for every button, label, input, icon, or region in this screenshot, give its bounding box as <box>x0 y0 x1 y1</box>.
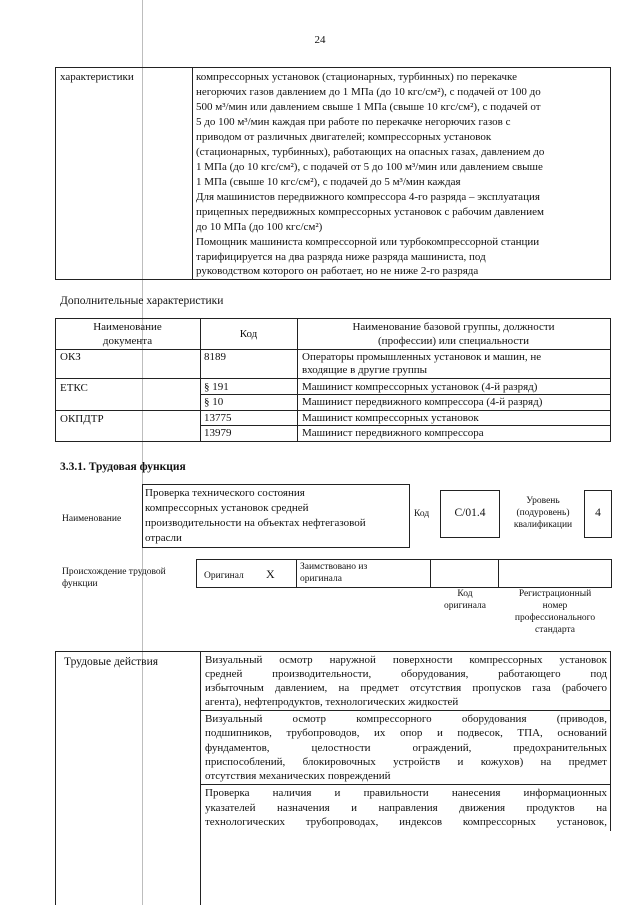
row-code: § 191 <box>204 381 229 393</box>
char-table-divider <box>192 67 193 280</box>
char-line: прицепных передвижных компрессорных установок с рабочим давлением <box>196 206 544 218</box>
origin-label: функции <box>62 579 98 589</box>
char-line: 500 м³/мин или давлением свыше 1 МПа (свыше 10 кгс/см²), с подачей от <box>196 101 541 113</box>
code-value: С/01.4 <box>454 507 486 519</box>
code-original-label: Код <box>457 589 473 599</box>
row-name: Машинист передвижного компрессора (4-й разряд) <box>302 396 543 408</box>
page-number: 24 <box>314 34 326 46</box>
row-code: 8189 <box>204 351 226 363</box>
action-line: агента), нефтепродуктов, технологических жидкостей <box>205 696 459 708</box>
row-doc: ОКПДТР <box>60 413 104 425</box>
function-heading: 3.3.1. Трудовая функция <box>60 461 186 473</box>
char-line: 1 МПа (свыше 10 кгс/см²), с подачей до 5 м³/мин каждая <box>196 176 461 188</box>
reg-number-label: профессионального <box>514 613 596 623</box>
char-table-left <box>55 67 56 280</box>
header-doc: Наименование <box>93 321 162 333</box>
function-name-line: компрессорных установок средней <box>145 502 309 514</box>
origin-box <box>196 559 612 588</box>
row-name: Машинист передвижного компрессора <box>302 427 484 439</box>
level-label: квалификации <box>513 520 573 530</box>
char-line: (стационарных, турбинных), работающих на опасных газах, давлением до <box>196 146 545 158</box>
action-line: Визуальный осмотр наружной поверхности компрессорных установок <box>205 654 607 666</box>
header-code: Код <box>239 328 258 340</box>
char-line: приводом от различных двигателей; компрессорных установок <box>196 131 492 143</box>
original-label: Оригинал <box>204 571 244 581</box>
function-name-line: отрасли <box>145 532 182 544</box>
actions-table-divider <box>200 651 201 905</box>
action-line: технологических трубопроводах, индексов компрессорных установок, <box>205 816 607 828</box>
actions-row-line <box>200 710 611 711</box>
header-doc: документа <box>102 335 153 347</box>
add-table-row-line <box>55 378 611 379</box>
char-line: Для машинистов передвижного компрессора 4-го разряда – эксплуатация <box>196 191 540 203</box>
action-line: подшипников, трубопроводов, их опор и подвесок, ТПА, оснований <box>205 727 607 739</box>
row-code: 13775 <box>204 412 232 424</box>
scan-line <box>142 0 143 905</box>
row-code: 13979 <box>204 427 232 439</box>
actions-label: Трудовые действия <box>64 656 159 668</box>
row-name: входящие в другие группы <box>302 364 428 376</box>
char-line: руководством которого он работает, но не ниже 2-го разряда <box>196 265 479 277</box>
char-line: 1 МПа (до 10 кгс/см²), с подачей от 5 до 100 м³/мин или давлением свыше <box>196 161 543 173</box>
action-line: фундаментов, целостности ограждений, предохранительных <box>205 742 607 754</box>
level-value: 4 <box>595 507 601 519</box>
additional-heading: Дополнительные характеристики <box>60 295 224 307</box>
reg-number-label: стандарта <box>535 625 575 635</box>
char-table-bottom <box>55 279 611 280</box>
header-group: Наименование базовой группы, должности <box>352 321 555 333</box>
char-line: компрессорных установок (стационарных, турбинных) по перекачке <box>196 71 517 83</box>
function-name-line: Проверка технического состояния <box>145 487 305 499</box>
code-label: Код <box>414 509 430 519</box>
origin-label: Происхождение трудовой <box>62 567 166 577</box>
add-table-right <box>610 318 611 442</box>
char-line: 5 до 100 м³/мин каждая при работе по перекачке негорючих газов с <box>196 116 511 128</box>
action-line: Проверка наличия и правильности нанесения информационных <box>205 787 607 799</box>
char-table-top <box>55 67 611 68</box>
origin-divider <box>430 559 431 587</box>
code-original-label: оригинала <box>444 601 486 611</box>
origin-divider <box>498 559 499 587</box>
actions-table-top <box>55 651 611 652</box>
level-label: Уровень <box>526 496 560 506</box>
action-line: избыточным давлением, на предмет отсутствия пропусков газа (рабочего <box>205 682 607 694</box>
add-table-top <box>55 318 611 319</box>
add-table-bottom <box>55 441 611 442</box>
name-label: Наименование <box>62 514 122 524</box>
row-doc: ЕТКС <box>60 382 88 394</box>
row-code: § 10 <box>204 396 224 408</box>
row-doc: ОКЗ <box>60 351 81 363</box>
action-line: средней производительности, оборудования, работающего под <box>205 668 607 680</box>
actions-row-line <box>200 784 611 785</box>
action-line: отсутствия механических повреждений <box>205 770 391 782</box>
char-table-right <box>610 67 611 280</box>
actions-table-right <box>610 651 611 831</box>
action-line: Визуальный осмотр компрессорного оборудования (приводов, <box>205 713 607 725</box>
char-label: характеристики <box>60 71 134 83</box>
function-name-line: производительности на объектах нефтегазовой <box>145 517 366 529</box>
action-line: приспособлений, блокировочных устройств и кожухов) на предмет <box>205 756 607 768</box>
borrowed-label: Заимствовано из <box>300 562 368 572</box>
row-name: Машинист компрессорных установок <box>302 412 479 424</box>
char-line: Помощник машиниста компрессорной или турбокомпрессорной станции <box>196 236 540 248</box>
level-label: (подуровень) <box>516 508 570 518</box>
row-name: Машинист компрессорных установок (4-й разряд) <box>302 381 538 393</box>
reg-number-label: номер <box>542 601 568 611</box>
borrowed-label: оригинала <box>300 574 342 584</box>
char-line: до 10 МПа (до 100 кгс/см²) <box>196 221 323 233</box>
header-group: (профессии) или специальности <box>378 335 529 347</box>
row-name: Операторы промышленных установок и машин, не <box>302 351 542 363</box>
action-line: указателей назначения и направления движения продуктов на <box>205 802 607 814</box>
actions-table-left <box>55 651 56 905</box>
char-line: тарифицируется на два разряда ниже разряда машиниста, под <box>196 251 486 263</box>
origin-divider <box>296 559 297 587</box>
original-mark: X <box>266 567 275 581</box>
reg-number-label: Регистрационный <box>518 589 592 599</box>
char-line: негорючих газов давлением до 1 МПа (до 10 кгс/см²), с подачей от 100 до <box>196 86 541 98</box>
